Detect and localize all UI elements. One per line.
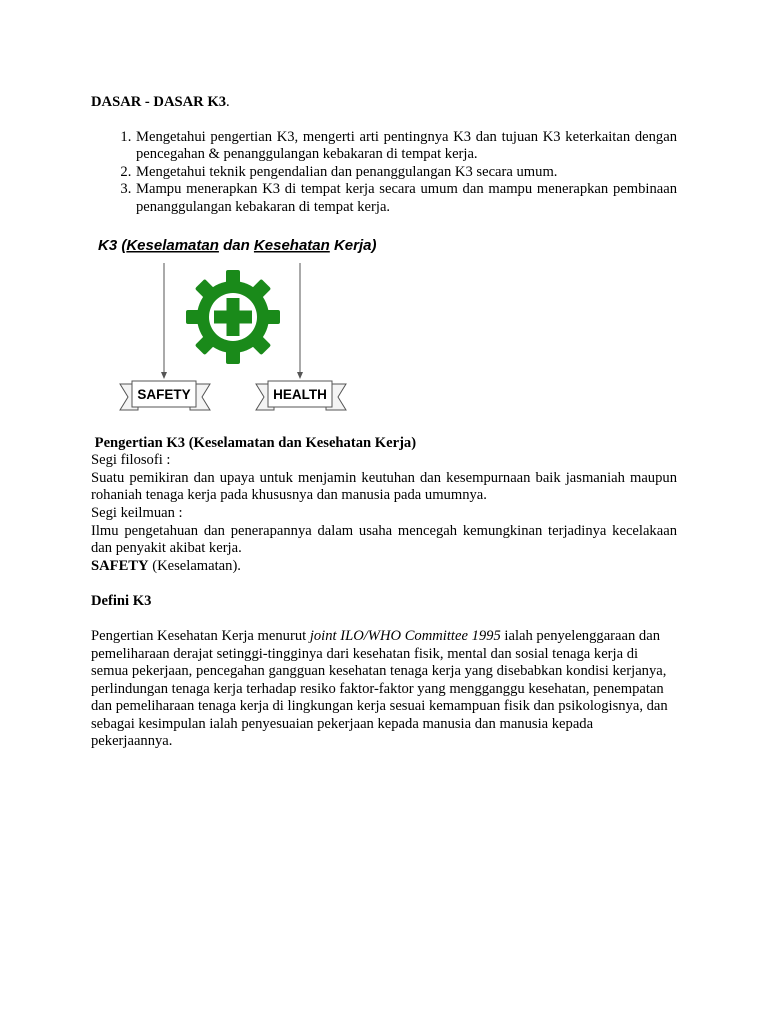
filosofi-label: Segi filosofi : bbox=[91, 452, 171, 469]
figure-title-kerja: Kerja) bbox=[329, 236, 377, 254]
k3-diagram bbox=[98, 233, 398, 419]
safety-line bbox=[91, 558, 677, 576]
figure-title-k3: K3 ( bbox=[98, 236, 127, 254]
gear-cross-icon bbox=[186, 270, 280, 364]
safety-ribbon bbox=[120, 381, 210, 410]
definition-part1: Pengertian Kesehatan Kerja menurut bbox=[91, 627, 310, 644]
safety-ribbon-label: SAFETY bbox=[137, 386, 191, 402]
safety-label: SAFETY bbox=[91, 557, 149, 574]
safety-text: (Keselamatan). bbox=[148, 557, 241, 574]
figure-title-kesehatan: Kesehatan bbox=[253, 236, 330, 254]
left-arrow bbox=[161, 263, 167, 379]
objectives-list bbox=[91, 129, 677, 217]
k3-figure bbox=[98, 233, 398, 419]
health-ribbon-label: HEALTH bbox=[273, 386, 327, 402]
document-heading bbox=[91, 94, 677, 112]
list-item: 3. Mampu menerapkan K3 di tempat kerja secara umum dan mampu menerapkan pembinaan penanggulangan kebakaran di tempat kerja. bbox=[135, 181, 677, 216]
definition-paragraph bbox=[91, 628, 677, 751]
pengertian-title bbox=[91, 435, 677, 453]
defini-title: Defini K3 bbox=[91, 593, 152, 610]
figure-title-dan: dan bbox=[218, 236, 254, 254]
list-item: 1. Mengetahui pengertian K3, mengerti arti pentingnya K3 dan tujuan K3 keterkaitan dengan pencegahan & penanggulangan kebakaran di tempat kerja. bbox=[135, 129, 677, 164]
list-item: 2. Mengetahui teknik pengendalian dan penanggulangan K3 secara umum. bbox=[135, 164, 677, 182]
health-ribbon bbox=[256, 381, 346, 410]
filosofi-text: Suatu pemikiran dan upaya untuk menjamin keutuhan dan kesempurnaan baik jasmaniah maupun rohaniah tenaga kerja pada khususnya dan manusia pada umumnya. bbox=[91, 469, 677, 504]
right-arrow bbox=[297, 263, 303, 379]
document-page bbox=[91, 94, 677, 751]
pengertian-title-text: Pengertian K3 (Keselamatan dan Kesehatan Kerja) bbox=[94, 434, 417, 451]
keilmuan-label: Segi keilmuan : bbox=[91, 504, 183, 521]
definition-part2: ialah penyelenggaraan dan pemeliharaan derajat setinggi-tingginya dari kesehatan fisik, mental dan sosial tenaga kerja di semua pekerjaan, pencegahan gangguan kesehatan tenaga kerja yang disebabkan kondisi kerjanya, perlindungan tenaga kerja terhadap resiko faktor-faktor yang mengganggu kesehatan, penempatan dan pemeliharaan tenaga kerja di lingkungan kerja sesuai kemampuan fisik dan psikologisnya, dan sebagai kesimpulan ialah penyesuaian pekerjaan kepada manusia dan manusia kepada pekerjaannya. bbox=[91, 627, 668, 750]
definition-italic: joint ILO/WHO Committee 1995 bbox=[309, 627, 501, 644]
heading-title: DASAR - DASAR K3 bbox=[91, 94, 226, 110]
figure-title-keselamatan: Keselamatan bbox=[126, 236, 219, 254]
figure-title bbox=[98, 237, 376, 254]
keilmuan-text: Ilmu pengetahuan dan penerapannya dalam usaha mencegah kemungkinan terjadinya kecelakaan dan penyakit akibat kerja. bbox=[91, 522, 677, 557]
heading-period: . bbox=[226, 94, 230, 110]
